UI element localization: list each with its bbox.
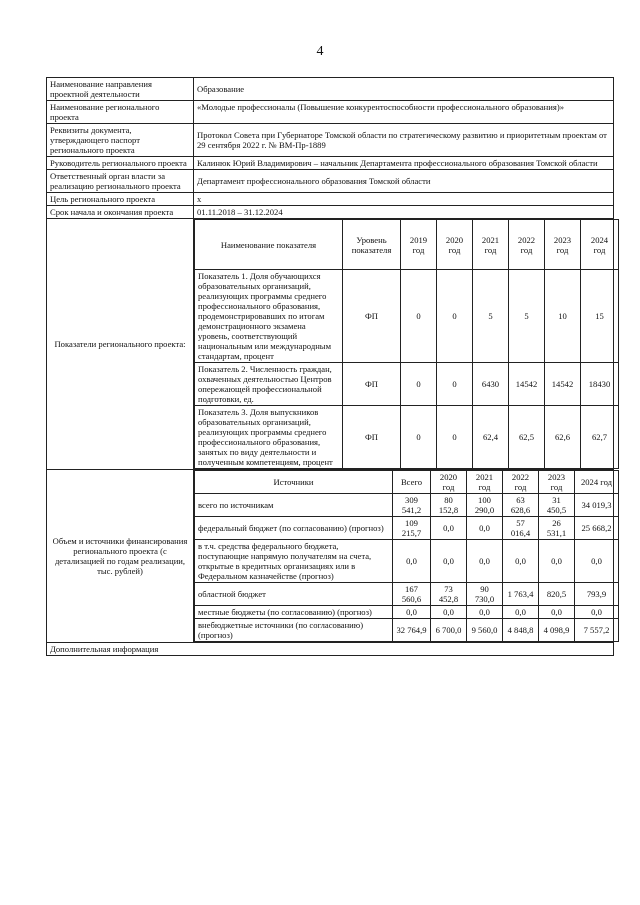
goal-value: х (194, 193, 614, 206)
funding-row (195, 517, 619, 540)
funding-value: 0,0 (431, 540, 467, 583)
funding-value: 9 560,0 (467, 619, 503, 642)
funding-value: 63 628,6 (503, 494, 539, 517)
funding-value: 167 560,6 (393, 583, 431, 606)
responsible-value: Департамент профессионального образования Томской области (194, 170, 614, 193)
header-year-2020: 2020 год (437, 220, 473, 270)
header-indicator-level: Уровень показателя (343, 220, 401, 270)
funding-cell (194, 470, 614, 643)
funding-value: 90 730,0 (467, 583, 503, 606)
indicator-name: Показатель 3. Доля выпускников образовательных организаций, реализующих программы среднего профессионального образования, занятых по виду деятельности и полученным компетенциям, процент (195, 406, 343, 469)
indicator-level: ФП (343, 406, 401, 469)
funding-value: 31 450,5 (539, 494, 575, 517)
funding-header-row (195, 471, 619, 494)
project-name-label: Наименование регионального проекта (47, 101, 194, 124)
funding-value: 4 098,9 (539, 619, 575, 642)
funding-value: 1 763,4 (503, 583, 539, 606)
row-additional (47, 643, 614, 656)
indicator-value: 18430 (581, 363, 619, 406)
indicator-value: 0 (401, 363, 437, 406)
indicator-value: 62,4 (473, 406, 509, 469)
responsible-label: Ответственный орган власти за реализацию регионального проекта (47, 170, 194, 193)
direction-label: Наименование направления проектной деятельности (47, 78, 194, 101)
indicator-value: 0 (437, 406, 473, 469)
funding-value: 109 215,7 (393, 517, 431, 540)
indicator-value: 15 (581, 270, 619, 363)
funding-value: 7 557,2 (575, 619, 619, 642)
funding-value: 0,0 (393, 606, 431, 619)
row-goal (47, 193, 614, 206)
indicators-cell (194, 219, 614, 470)
indicators-label: Показатели регионального проекта: (47, 219, 194, 470)
indicators-header-row (195, 220, 619, 270)
indicator-value: 0 (437, 363, 473, 406)
funding-row (195, 606, 619, 619)
indicators-table (194, 219, 619, 469)
header-year-2019: 2019 год (401, 220, 437, 270)
indicator-value: 0 (401, 406, 437, 469)
project-name-value: «Молодые профессионалы (Повышение конкурентоспособности профессионального образования)» (194, 101, 614, 124)
header-year-2023: 2023 год (539, 471, 575, 494)
header-year-2024: 2024 год (581, 220, 619, 270)
indicator-level: ФП (343, 363, 401, 406)
funding-value: 34 019,3 (575, 494, 619, 517)
row-funding (47, 470, 614, 643)
row-document (47, 124, 614, 157)
indicator-value: 5 (473, 270, 509, 363)
funding-source: областной бюджет (195, 583, 393, 606)
funding-value: 26 531,1 (539, 517, 575, 540)
funding-value: 0,0 (467, 606, 503, 619)
funding-row (195, 583, 619, 606)
indicator-name: Показатель 2. Численность граждан, охваченных деятельностью Центров опережающей профессиональной подготовки, ед. (195, 363, 343, 406)
funding-value: 793,9 (575, 583, 619, 606)
indicator-name: Показатель 1. Доля обучающихся образовательных организаций, реализующих программы среднего профессионального образования, продемонстрировавших по итогам демонстрационного экзамена уровень, соответствующий национальным или международным стандартам, процент (195, 270, 343, 363)
header-indicator-name: Наименование показателя (195, 220, 343, 270)
indicator-value: 14542 (545, 363, 581, 406)
header-total: Всего (393, 471, 431, 494)
funding-value: 820,5 (539, 583, 575, 606)
goal-label: Цель регионального проекта (47, 193, 194, 206)
indicator-value: 5 (509, 270, 545, 363)
indicator-value: 14542 (509, 363, 545, 406)
row-direction (47, 78, 614, 101)
header-year-2020: 2020 год (431, 471, 467, 494)
row-head (47, 157, 614, 170)
additional-info-label: Дополнительная информация (47, 643, 614, 656)
period-value: 01.11.2018 – 31.12.2024 (194, 206, 614, 219)
funding-source: в т.ч. средства федерального бюджета, поступающие напрямую получателям на счета, открытые в кредитных организациях или в Федеральном казначействе (прогноз) (195, 540, 393, 583)
funding-source: федеральный бюджет (по согласованию) (прогноз) (195, 517, 393, 540)
funding-row (195, 619, 619, 642)
indicator-row (195, 363, 619, 406)
head-label: Руководитель регионального проекта (47, 157, 194, 170)
funding-source: местные бюджеты (по согласованию) (прогноз) (195, 606, 393, 619)
funding-value: 0,0 (575, 606, 619, 619)
row-period (47, 206, 614, 219)
indicator-value: 0 (401, 270, 437, 363)
funding-row (195, 494, 619, 517)
funding-value: 25 668,2 (575, 517, 619, 540)
row-project-name (47, 101, 614, 124)
header-year-2022: 2022 год (509, 220, 545, 270)
funding-value: 73 452,8 (431, 583, 467, 606)
header-year-2023: 2023 год (545, 220, 581, 270)
document-label: Реквизиты документа, утверждающего паспорт регионального проекта (47, 124, 194, 157)
indicator-row (195, 406, 619, 469)
header-year-2021: 2021 год (467, 471, 503, 494)
indicator-value: 62,7 (581, 406, 619, 469)
indicator-value: 6430 (473, 363, 509, 406)
indicator-value: 62,5 (509, 406, 545, 469)
funding-value: 0,0 (393, 540, 431, 583)
funding-value: 80 152,8 (431, 494, 467, 517)
funding-value: 0,0 (467, 540, 503, 583)
funding-value: 0,0 (539, 606, 575, 619)
row-indicators (47, 219, 614, 470)
funding-label: Объем и источники финансирования регионального проекта (с детализацией по годам реализации, тыс. рублей) (47, 470, 194, 643)
document-value: Протокол Совета при Губернаторе Томской области по стратегическому развитию и приоритетным проектам от 29 сентября 2022 г. № ВМ-Пр-1889 (194, 124, 614, 157)
funding-value: 0,0 (467, 517, 503, 540)
funding-value: 0,0 (503, 606, 539, 619)
direction-value: Образование (194, 78, 614, 101)
funding-value: 0,0 (539, 540, 575, 583)
funding-value: 0,0 (431, 606, 467, 619)
funding-table (194, 470, 619, 642)
funding-value: 0,0 (431, 517, 467, 540)
indicator-row (195, 270, 619, 363)
funding-value: 32 764,9 (393, 619, 431, 642)
page-number: 4 (316, 44, 324, 59)
indicator-value: 0 (437, 270, 473, 363)
funding-value: 309 541,2 (393, 494, 431, 517)
indicator-value: 10 (545, 270, 581, 363)
funding-value: 4 848,8 (503, 619, 539, 642)
indicator-level: ФП (343, 270, 401, 363)
indicator-value: 62,6 (545, 406, 581, 469)
funding-value: 0,0 (575, 540, 619, 583)
funding-row (195, 540, 619, 583)
header-year-2021: 2021 год (473, 220, 509, 270)
row-responsible (47, 170, 614, 193)
passport-table (46, 77, 614, 656)
header-year-2024: 2024 год (575, 471, 619, 494)
period-label: Срок начала и окончания проекта (47, 206, 194, 219)
funding-source: всего по источникам (195, 494, 393, 517)
funding-value: 0,0 (503, 540, 539, 583)
funding-value: 100 290,0 (467, 494, 503, 517)
header-sources: Источники (195, 471, 393, 494)
funding-value: 57 016,4 (503, 517, 539, 540)
funding-source: внебюджетные источники (по согласованию) (прогноз) (195, 619, 393, 642)
funding-value: 6 700,0 (431, 619, 467, 642)
head-value: Калинюк Юрий Владимирович – начальник Департамента профессионального образования Томской области (194, 157, 614, 170)
header-year-2022: 2022 год (503, 471, 539, 494)
